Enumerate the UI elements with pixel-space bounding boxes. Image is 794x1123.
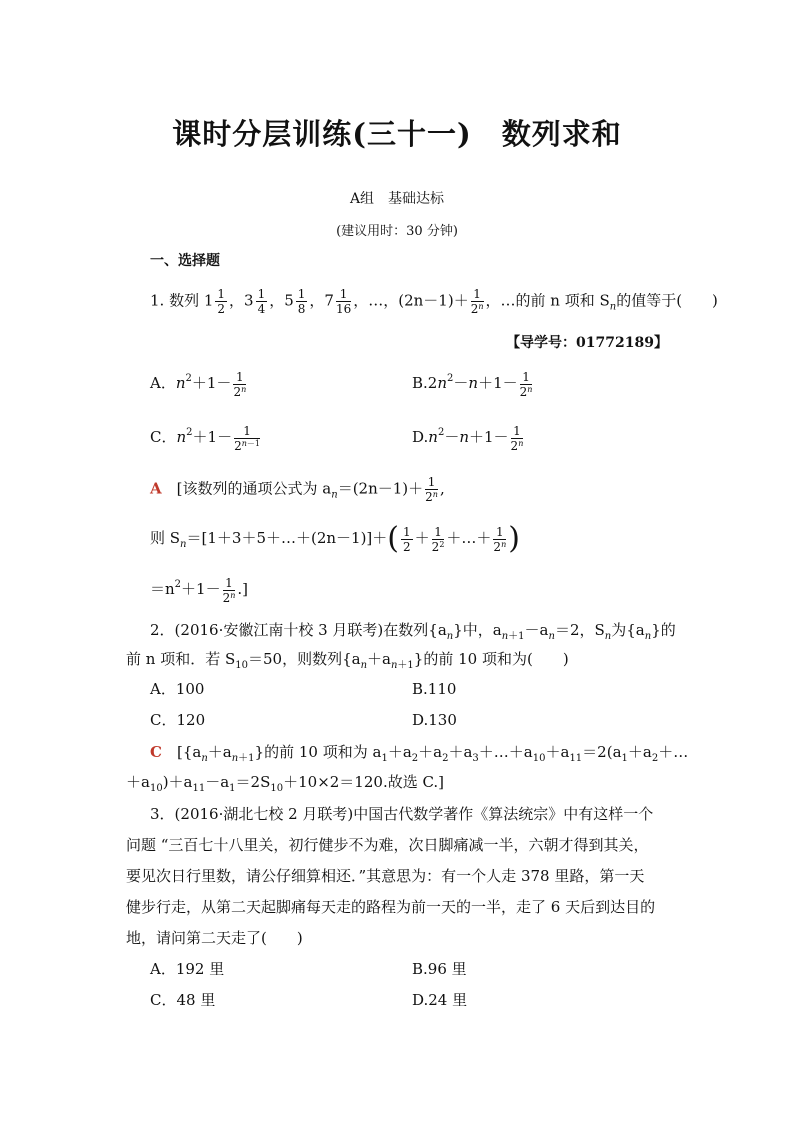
q1-stem-text: ，5 [269, 291, 294, 310]
q3-option-b: B.96 里 [412, 960, 467, 978]
answer-text: }的前 10 项和为 a [254, 743, 382, 761]
q1-stem-text: 1. 数列 1 [150, 291, 214, 310]
q2-stem-text: ＝50，则数列{a [247, 650, 361, 668]
answer-text: .] [237, 580, 249, 598]
answer-text: ＝[1＋3＋5＋…＋(2n－1)]＋ [186, 529, 388, 547]
q1-option-a: A．$n^2+1-$ $\frac{1}{2^n}$ [150, 369, 247, 399]
fraction: $\frac{1}{2^n}$ [425, 475, 438, 504]
q2-stem-text: 2．(2016·安徽江南十校 3 月联考)在数列{a [150, 621, 447, 639]
q1-stem-text: ，…的前 n 项和 S [485, 291, 610, 310]
fraction: $\frac{1}{4}$ [257, 287, 266, 316]
q1-stem-text: ，3 [229, 291, 254, 310]
q3-stem-line-5: 地，请问第二天走了( ) [126, 929, 303, 947]
fraction: $\frac{1}{2^n}$ [222, 575, 236, 605]
group-heading: A组 基础达标 [349, 191, 445, 207]
q2-option-c: C．120 [150, 711, 206, 729]
fraction: $\frac{1}{8}$ [297, 287, 306, 316]
q1-stem: 1. 数列 1 $\frac{1}{2}$ ，3 $\frac{1}{4}$ ，5 $\frac{1}{8}$ ，7 $\frac{1}{16}$ ，…，(2n－1)＋ $\frac{1}{2^n}$ ，…的前 n 项和 $S_n$的值等于( ) [150, 287, 718, 316]
answer-text: ＋10×2＝120.故选 C.] [283, 773, 445, 791]
answer-text: ＋a [545, 743, 570, 761]
answer-letter: A [150, 479, 162, 498]
q2-answer-line-2: $+a_{10})+a_{11}-a_1=2S_{10}+10\times 2=120$.故选 C.] [126, 773, 445, 794]
q2-stem-line-1: 2．(2016·安徽江南十校 3 月联考)在数列$\{a_n\}$中，$a_{n+1}-a_n=2$，$S_n$为$\{a_n\}$的 [150, 621, 676, 642]
option-label: C． [150, 428, 177, 446]
answer-text: ＋… [658, 743, 689, 761]
option-label: B. [412, 374, 428, 392]
option-label: D. [412, 428, 429, 446]
q2-answer-line-1: C [$\{a_n+a_{n+1}\}$的前 10 项和为 $a_1+a_2+a_2+a_3+\dots+a_{10}+a_{11}=2(a_1+a_2+\dots$ [150, 743, 689, 764]
page-title: 课时分层训练(三十一) 数列求和 [172, 117, 622, 151]
answer-text: 则 S [150, 529, 181, 547]
fraction: $\frac{1}{2}$ [403, 524, 411, 554]
q1-answer-line-1: A [该数列的通项公式为 $a_n=(2n-1)+$ $\frac{1}{2^n}$ , [150, 475, 445, 504]
q2-stem-text: 前 n 项和．若 S [126, 650, 236, 668]
q2-stem-text: }中，a [453, 621, 502, 639]
section-heading: 一、选择题 [150, 253, 220, 269]
answer-text: ＝2(a [582, 743, 622, 761]
answer-text: ＋a [126, 773, 150, 791]
answer-text: ＋1－ [181, 580, 221, 598]
answer-text: ＋a [207, 743, 232, 761]
q1-stem-text: 的值等于( ) [616, 291, 718, 310]
q1-option-c: C．$n^2+1-$ $\frac{1}{2^{n-1}}$ [150, 423, 260, 453]
reference-code: 【导学号：01772189】 [506, 335, 668, 351]
q1-stem-text: ，…，(2n－1)＋ [353, 291, 469, 310]
q3-option-c: C．48 里 [150, 991, 216, 1009]
answer-text: ＋a [448, 743, 473, 761]
answer-text: ＋a [387, 743, 412, 761]
q3-option-a: A．192 里 [150, 960, 225, 978]
q2-option-b: B.110 [412, 680, 457, 698]
q2-stem-text: }的 [651, 621, 676, 639]
fraction: $\frac{1}{2^n}$ [510, 423, 524, 453]
answer-text: ＝n [150, 580, 175, 598]
q1-option-d: $D.n^2-n+1-$ $\frac{1}{2^n}$ [412, 423, 524, 453]
time-hint: (建议用时：30 分钟) [336, 224, 458, 239]
fraction: $\frac{1}{2^n}$ [233, 369, 247, 399]
q2-stem-text: －a [524, 621, 549, 639]
fraction: $\frac{1}{2^{n-1}}$ [234, 423, 260, 453]
answer-text: ＝(2n－1)＋ [337, 479, 424, 498]
q2-stem-text: ＋a [367, 650, 391, 668]
q2-option-a: A．100 [150, 680, 205, 698]
q3-option-d: D.24 里 [412, 991, 468, 1009]
answer-text: [该数列的通项公式为 a [176, 479, 332, 498]
q2-stem-line-2: 前 n 项和．若 $S_{10}=50$，则数列$\{a_n+a_{n+1}\}$的前 10 项和为( ) [126, 650, 569, 671]
fraction: $\frac{1}{2^n}$ [493, 524, 507, 554]
answer-text: [{a [176, 743, 202, 761]
answer-text: ＋a [418, 743, 443, 761]
q3-stem-line-4: 健步行走，从第二天起脚痛每天走的路程为前一天的一半，走了 6 天后到达目的 [126, 898, 656, 916]
q2-stem-text: 为{a [611, 621, 645, 639]
answer-text: ＋…＋a [478, 743, 533, 761]
fraction: $\frac{1}{2^n}$ [470, 287, 484, 316]
q2-stem-text: ＝2，S [554, 621, 605, 639]
q2-stem-text: }的前 10 项和为( ) [413, 650, 569, 668]
option-label: A． [150, 374, 176, 392]
q1-answer-line-2: 则 $S_n=[1+3+5+\dots+(2n-1)]+$( $\frac{1}{2}$ ＋ $\frac{1}{2^2}$ ＋…＋ $\frac{1}{2^n}$ ) [150, 521, 520, 556]
q3-stem-line-2: 问题 “三百七十八里关，初行健步不为难，次日脚痛减一半，六朝才得到其关， [126, 836, 649, 854]
q2-option-d: D.130 [412, 711, 457, 729]
fraction: $\frac{1}{2}$ [217, 287, 226, 316]
answer-text: ＋a [627, 743, 652, 761]
answer-text: )＋a [162, 773, 193, 791]
q3-stem-line-1: 3．(2016·湖北七校 2 月联考)中国古代数学著作《算法统宗》中有这样一个 [150, 805, 654, 823]
fraction: $\frac{1}{2^2}$ [431, 524, 445, 554]
q3-stem-line-3: 要见次日行里数，请公仔细算相还．”其意思为：有一个人走 378 里路，第一天 [126, 867, 645, 885]
answer-letter: C [150, 743, 162, 761]
fraction: $\frac{1}{2^n}$ [519, 369, 533, 399]
q1-stem-text: ，7 [309, 291, 334, 310]
answer-text: ＝2S [235, 773, 271, 791]
fraction: $\frac{1}{16}$ [335, 287, 352, 316]
q1-option-b: $B.2n^2-n+1-$ $\frac{1}{2^n}$ [412, 369, 533, 399]
q1-answer-line-3: $=n^2+1-$ $\frac{1}{2^n}$ .] [150, 575, 249, 605]
answer-text: －a [205, 773, 230, 791]
